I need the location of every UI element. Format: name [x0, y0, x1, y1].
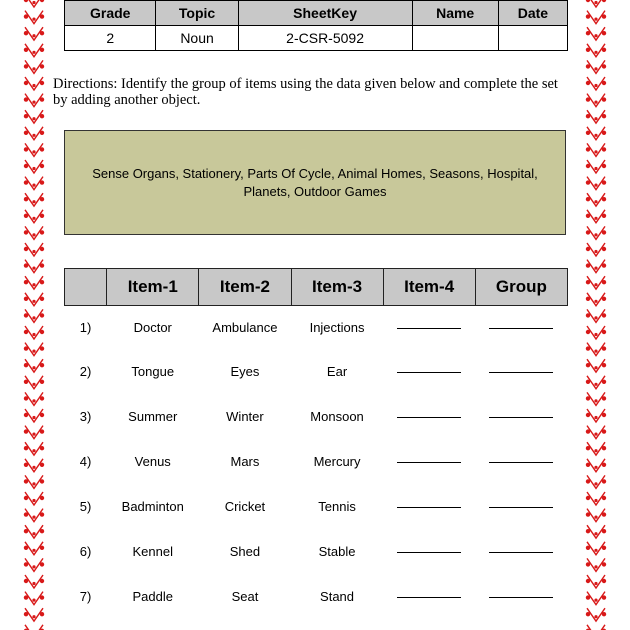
heart-motif-icon: [24, 276, 44, 289]
items-header-item3: Item-3: [291, 269, 383, 306]
heart-motif-icon: [586, 243, 606, 256]
heart-motif-icon: [586, 143, 606, 156]
heart-motif-icon: [24, 243, 44, 256]
heart-motif-icon: [586, 359, 606, 372]
item-1-cell: Kennel: [132, 544, 173, 559]
item-1-cell: Tongue: [131, 364, 175, 379]
heart-motif-icon: [586, 509, 606, 522]
directions-text: Directions: Identify the group of items using the data given below and complete the set by adding another object.: [53, 76, 558, 108]
worksheet-info-table: [64, 0, 568, 51]
decorative-border-left: [22, 0, 46, 630]
item-2-cell: Eyes: [230, 364, 260, 379]
answer-blank-line[interactable]: [397, 328, 461, 329]
table-row: [65, 529, 568, 574]
answer-blank-line[interactable]: [489, 328, 553, 329]
row-number: 2): [79, 364, 92, 379]
heart-motif-icon: [586, 177, 606, 190]
heart-motif-icon: [24, 376, 44, 389]
heart-motif-icon: [24, 0, 44, 7]
group-options-text: Sense Organs, Stationery, Parts Of Cycle, Animal Homes, Seasons, Hospital, Planets, Outdoor Games: [92, 165, 538, 199]
table-row: [65, 439, 568, 484]
items-table: [64, 268, 568, 619]
table-row: [65, 574, 568, 619]
answer-blank-line[interactable]: [489, 372, 553, 373]
heart-motif-icon: [586, 94, 606, 107]
info-header-topic: Topic: [156, 1, 238, 26]
item-2-cell: Shed: [229, 544, 261, 559]
heart-border-icon: [22, 0, 46, 630]
answer-blank-line[interactable]: [397, 417, 461, 418]
heart-motif-icon: [586, 27, 606, 40]
heart-motif-icon: [24, 558, 44, 571]
item-3-cell: Ear: [326, 364, 348, 379]
answer-blank-line[interactable]: [397, 507, 461, 508]
items-header-item4: Item-4: [383, 269, 475, 306]
heart-motif-icon: [586, 492, 606, 505]
heart-motif-icon: [586, 276, 606, 289]
table-row: [65, 394, 568, 439]
grade-value: 2: [65, 26, 156, 51]
answer-blank-line[interactable]: [397, 462, 461, 463]
group-answer-field[interactable]: [475, 529, 567, 574]
heart-motif-icon: [586, 343, 606, 356]
item-3-cell: Injections: [309, 320, 365, 335]
table-row: [65, 349, 568, 394]
heart-motif-icon: [586, 426, 606, 439]
item-4-answer-field[interactable]: [383, 349, 475, 394]
heart-motif-icon: [24, 459, 44, 472]
item-1-cell: Summer: [128, 409, 178, 424]
heart-motif-icon: [24, 409, 44, 422]
heart-motif-icon: [24, 326, 44, 339]
heart-motif-icon: [24, 343, 44, 356]
heart-motif-icon: [24, 160, 44, 173]
heart-motif-icon: [586, 193, 606, 206]
heart-motif-icon: [24, 426, 44, 439]
heart-motif-icon: [586, 625, 606, 630]
heart-motif-icon: [24, 392, 44, 405]
item-3-cell: Monsoon: [310, 409, 364, 424]
row-number: 6): [79, 544, 92, 559]
heart-motif-icon: [586, 442, 606, 455]
heart-motif-icon: [586, 160, 606, 173]
heart-motif-icon: [586, 77, 606, 90]
item-3-cell: Mercury: [313, 454, 361, 469]
item-1-cell: Paddle: [132, 589, 173, 604]
heart-motif-icon: [586, 608, 606, 621]
heart-motif-icon: [24, 143, 44, 156]
heart-motif-icon: [24, 592, 44, 605]
heart-motif-icon: [586, 459, 606, 472]
answer-blank-line[interactable]: [397, 552, 461, 553]
item-4-answer-field[interactable]: [383, 394, 475, 439]
heart-motif-icon: [586, 392, 606, 405]
item-1-cell: Venus: [134, 454, 171, 469]
item-1-cell: Doctor: [133, 320, 172, 335]
answer-blank-line[interactable]: [489, 597, 553, 598]
item-3-cell: Tennis: [318, 499, 356, 514]
item-2-cell: Ambulance: [212, 320, 278, 335]
item-2-cell: Cricket: [224, 499, 266, 514]
heart-motif-icon: [24, 226, 44, 239]
items-header-item2: Item-2: [199, 269, 291, 306]
row-number: 1): [79, 320, 92, 335]
heart-motif-icon: [24, 127, 44, 140]
heart-motif-icon: [586, 309, 606, 322]
group-answer-field[interactable]: [475, 349, 567, 394]
heart-motif-icon: [24, 625, 44, 630]
heart-motif-icon: [586, 210, 606, 223]
heart-motif-icon: [24, 509, 44, 522]
answer-blank-line[interactable]: [489, 507, 553, 508]
heart-motif-icon: [24, 442, 44, 455]
item-3-cell: Stand: [320, 589, 355, 604]
table-row: [65, 484, 568, 529]
heart-motif-icon: [24, 293, 44, 306]
item-4-answer-field[interactable]: [383, 439, 475, 484]
heart-motif-icon: [586, 592, 606, 605]
row-number: 7): [79, 589, 92, 604]
heart-motif-icon: [24, 193, 44, 206]
heart-motif-icon: [24, 608, 44, 621]
heart-motif-icon: [586, 376, 606, 389]
heart-motif-icon: [24, 177, 44, 190]
answer-blank-line[interactable]: [397, 597, 461, 598]
item-1-cell: Badminton: [121, 499, 184, 514]
heart-motif-icon: [24, 260, 44, 273]
heart-motif-icon: [24, 542, 44, 555]
heart-motif-icon: [24, 210, 44, 223]
topic-value: Noun: [156, 26, 238, 51]
heart-motif-icon: [24, 27, 44, 40]
group-answer-field[interactable]: [475, 306, 567, 350]
heart-motif-icon: [586, 226, 606, 239]
info-header-sheetkey: SheetKey: [238, 1, 412, 26]
info-header-date: Date: [498, 1, 567, 26]
heart-motif-icon: [586, 525, 606, 538]
items-header-number: [65, 269, 107, 306]
answer-blank-line[interactable]: [489, 462, 553, 463]
item-4-answer-field[interactable]: [383, 529, 475, 574]
sheetkey-value: 2-CSR-5092: [238, 26, 412, 51]
heart-motif-icon: [586, 293, 606, 306]
heart-motif-icon: [24, 44, 44, 57]
heart-motif-icon: [586, 127, 606, 140]
heart-motif-icon: [586, 558, 606, 571]
heart-motif-icon: [586, 542, 606, 555]
info-header-row: [65, 1, 568, 26]
item-2-cell: Mars: [230, 454, 260, 469]
date-field[interactable]: [498, 26, 567, 51]
item-2-cell: Seat: [231, 589, 259, 604]
info-header-grade: Grade: [65, 1, 156, 26]
heart-motif-icon: [586, 260, 606, 273]
item-4-answer-field[interactable]: [383, 484, 475, 529]
items-header-row: [65, 269, 568, 306]
heart-motif-icon: [586, 60, 606, 73]
heart-motif-icon: [586, 409, 606, 422]
heart-motif-icon: [586, 11, 606, 24]
heart-motif-icon: [24, 359, 44, 372]
items-header-group: Group: [475, 269, 567, 306]
heart-motif-icon: [24, 94, 44, 107]
heart-motif-icon: [586, 110, 606, 123]
heart-motif-icon: [24, 60, 44, 73]
heart-border-icon: [584, 0, 608, 630]
row-number: 3): [79, 409, 92, 424]
heart-motif-icon: [586, 44, 606, 57]
item-4-answer-field[interactable]: [383, 574, 475, 619]
row-number: 4): [79, 454, 92, 469]
answer-blank-line[interactable]: [397, 372, 461, 373]
heart-motif-icon: [24, 525, 44, 538]
heart-motif-icon: [24, 575, 44, 588]
group-answer-field[interactable]: [475, 574, 567, 619]
group-answer-field[interactable]: [475, 484, 567, 529]
heart-motif-icon: [24, 110, 44, 123]
answer-blank-line[interactable]: [489, 417, 553, 418]
info-header-name: Name: [412, 1, 498, 26]
item-4-answer-field[interactable]: [383, 306, 475, 350]
name-field[interactable]: [412, 26, 498, 51]
group-options-box: [64, 130, 566, 235]
heart-motif-icon: [586, 475, 606, 488]
group-answer-field[interactable]: [475, 394, 567, 439]
heart-motif-icon: [24, 475, 44, 488]
decorative-border-right: [584, 0, 608, 630]
heart-motif-icon: [586, 0, 606, 7]
heart-motif-icon: [586, 575, 606, 588]
heart-motif-icon: [24, 77, 44, 90]
item-2-cell: Winter: [226, 409, 264, 424]
item-3-cell: Stable: [318, 544, 356, 559]
heart-motif-icon: [586, 326, 606, 339]
heart-motif-icon: [24, 11, 44, 24]
items-header-item1: Item-1: [107, 269, 199, 306]
info-value-row: [65, 26, 568, 51]
group-answer-field[interactable]: [475, 439, 567, 484]
row-number: 5): [79, 499, 92, 514]
heart-motif-icon: [24, 309, 44, 322]
answer-blank-line[interactable]: [489, 552, 553, 553]
heart-motif-icon: [24, 492, 44, 505]
table-row: [65, 306, 568, 350]
